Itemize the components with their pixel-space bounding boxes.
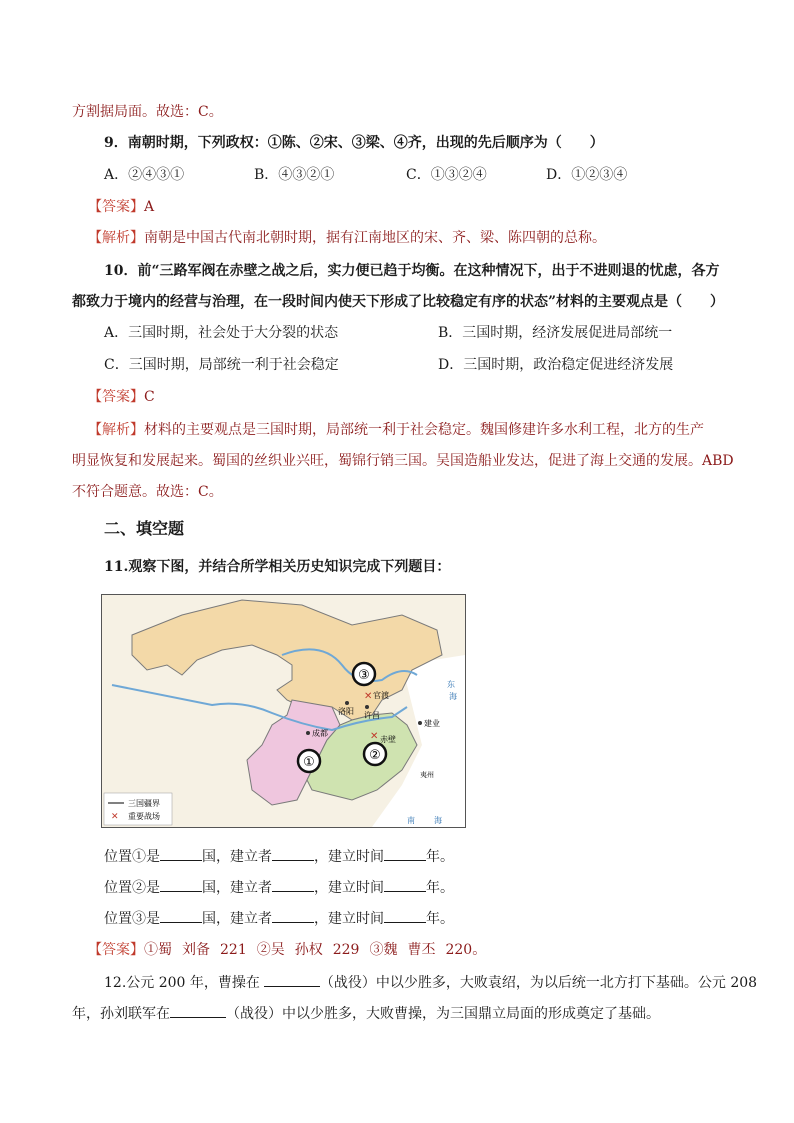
label-east: 东	[447, 680, 455, 689]
fill-text: 国，建立者	[202, 911, 272, 927]
answer-part: ②吴	[256, 942, 285, 958]
answer-value: A	[144, 199, 155, 215]
q9-option-c: C．①③②④	[406, 167, 487, 183]
fill-text: 位置②是	[104, 880, 160, 896]
q10-answer	[88, 387, 155, 407]
fill-text: ，建立时间	[314, 880, 384, 896]
blank-field[interactable]	[384, 846, 426, 861]
q9-analysis	[88, 228, 606, 248]
blank-field[interactable]	[272, 846, 314, 861]
q10-analysis-line-2: 明显恢复和发展起来。蜀国的丝织业兴旺，蜀锦行销三国。吴国造船业发达，促进了海上交通的发展。ABD	[72, 453, 734, 469]
place-guandu: 官渡	[373, 691, 389, 700]
blank-field[interactable]	[160, 846, 202, 861]
q12-text: 12.公元 200 年，曹操在	[104, 975, 260, 991]
answer-part: 229	[332, 942, 360, 958]
label-sea-2: 海	[434, 816, 442, 825]
fill-line-3	[104, 908, 454, 929]
q12-text: （战役）中以少胜多，大败袁绍，为以后统一北方打下基础。公元 208	[319, 975, 758, 991]
fill-text: 年。	[426, 911, 454, 927]
blank-field[interactable]	[264, 972, 320, 987]
blank-field[interactable]	[272, 877, 314, 892]
q9-option-a: A．②④③①	[104, 167, 185, 183]
question-10-line-2: 都致力于境内的经营与治理，在一段时间内使天下形成了比较稳定有序的状态”材料的主要观点是（ ）	[72, 294, 725, 310]
three-kingdoms-map	[101, 594, 466, 828]
legend-battle: 重要战场	[128, 812, 160, 821]
analysis-tag: 【解析】	[88, 422, 144, 438]
svg-text:✕: ✕	[370, 731, 379, 742]
analysis-text: 南朝是中国古代南北朝时期，据有江南地区的宋、齐、梁、陈四朝的总称。	[144, 230, 606, 246]
blank-field[interactable]	[384, 877, 426, 892]
blank-field[interactable]	[170, 1003, 226, 1018]
q9-answer	[88, 197, 154, 217]
answer-part: ①蜀	[144, 942, 172, 958]
place-yizhou: 夷州	[420, 771, 434, 779]
q10-analysis-line-3: 不符合题意。故选：C。	[72, 484, 223, 500]
answer-part: 221	[220, 942, 247, 958]
place-luoyang: 洛阳	[338, 707, 354, 716]
blank-field[interactable]	[160, 877, 202, 892]
fill-line-1	[104, 846, 454, 867]
section-title: 二、填空题	[104, 519, 185, 538]
place-chengdu: 成都	[312, 729, 328, 738]
analysis-text: 材料的主要观点是三国时期，局部统一利于社会稳定。魏国修建许多水利工程，北方的生产	[144, 422, 704, 438]
label-sea-1: 海	[449, 692, 457, 701]
q10-option-d: D．三国时期，政治稳定促进经济发展	[438, 357, 674, 373]
q10-option-c: C．三国时期，局部统一利于社会稳定	[104, 357, 339, 373]
fill-text: 位置③是	[104, 911, 160, 927]
fill-text: ，建立时间	[314, 849, 384, 865]
fill-text: 国，建立者	[202, 880, 272, 896]
fill-text: ，建立时间	[314, 911, 384, 927]
answer-value: C	[144, 389, 155, 405]
place-jianye: 建业	[424, 719, 440, 728]
q12-text: 年，孙刘联军在	[72, 1006, 170, 1022]
label-south: 南	[407, 816, 415, 825]
analysis-tag: 【解析】	[88, 230, 144, 246]
svg-text:✕: ✕	[111, 812, 119, 822]
question-12-line-2	[72, 1003, 660, 1024]
answer-part: 220。	[445, 942, 487, 958]
place-xuchang: 许昌	[364, 711, 380, 720]
q10-analysis-line-1	[88, 420, 704, 440]
q10-option-a: A．三国时期，社会处于大分裂的状态	[104, 325, 339, 341]
fill-text: 年。	[426, 880, 454, 896]
answer-part: 曹丕	[407, 942, 436, 958]
blank-field[interactable]	[384, 908, 426, 923]
legend-border: 三国疆界	[128, 799, 160, 808]
place-chibi: 赤壁	[380, 735, 396, 744]
marker-2: ②	[369, 748, 381, 763]
marker-3: ③	[358, 668, 370, 683]
marker-1: ①	[303, 755, 315, 770]
question-10-line-1: 10．前“三路军阀在赤壁之战之后，实力便已趋于均衡。在这种情况下，出于不进则退的忧虑，各方	[104, 263, 720, 279]
answer-part: 孙权	[294, 942, 323, 958]
svg-text:✕: ✕	[364, 691, 373, 702]
question-12-line-1	[104, 972, 757, 993]
answer-tag: 【答案】	[88, 199, 144, 215]
question-9: 9．南朝时期，下列政权：①陈、②宋、③梁、④齐，出现的先后顺序为（ ）	[104, 135, 604, 151]
fill-text: 国，建立者	[202, 849, 272, 865]
q9-option-b: B．④③②①	[254, 167, 335, 183]
answer-part: 刘备	[182, 942, 210, 958]
fill-line-2	[104, 877, 454, 898]
fill-text: 年。	[426, 849, 454, 865]
question-11: 11.观察下图，并结合所学相关历史知识完成下列题目：	[104, 559, 451, 575]
q11-answer	[88, 940, 486, 960]
q12-text: （战役）中以少胜多，大败曹操，为三国鼎立局面的形成奠定了基础。	[226, 1006, 660, 1022]
fill-text: 位置①是	[104, 849, 160, 865]
previous-analysis-tail: 方割据局面。故选：C。	[72, 104, 223, 120]
blank-field[interactable]	[272, 908, 314, 923]
blank-field[interactable]	[160, 908, 202, 923]
answer-tag: 【答案】	[88, 389, 144, 405]
q9-option-d: D．①②③④	[546, 167, 628, 183]
q10-option-b: B．三国时期，经济发展促进局部统一	[438, 325, 673, 341]
answer-part: ③魏	[369, 942, 398, 958]
answer-tag: 【答案】	[88, 942, 144, 958]
